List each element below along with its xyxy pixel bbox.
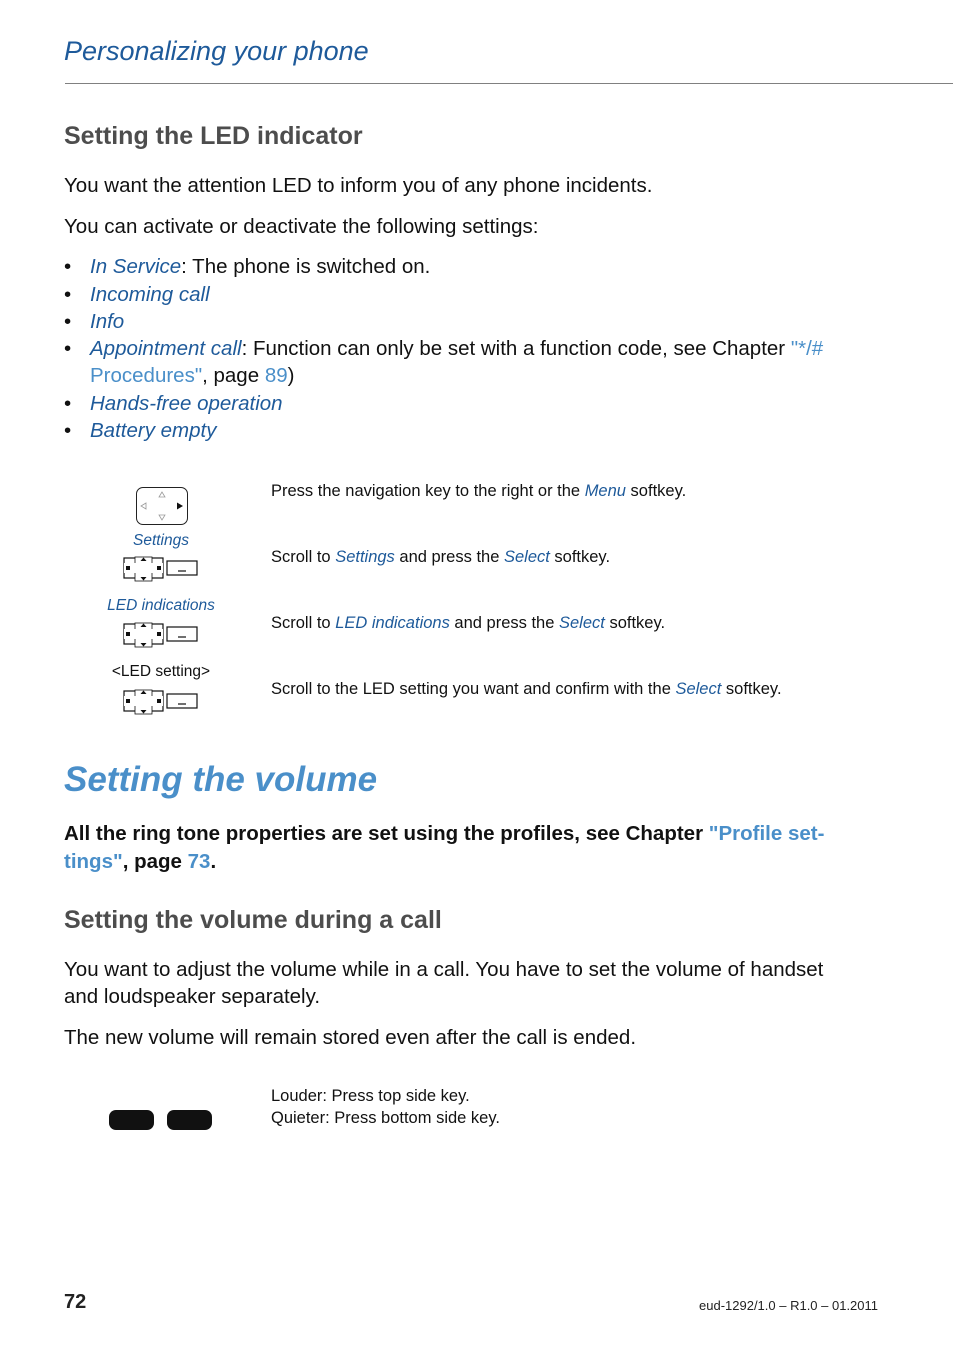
list-item <box>64 281 864 308</box>
chapter-link-procedures-cont[interactable]: Procedures" <box>90 364 203 387</box>
note-text: All the ring tone properties are set using the profiles, see Chapter <box>64 822 709 845</box>
step-text: Scroll to <box>271 614 336 632</box>
volume-para-2: The new volume will remain stored even after the call is ended. <box>64 1026 637 1049</box>
term-in-service: In Service <box>90 255 182 278</box>
led-intro-1: You want the attention LED to inform you of any phone incidents. <box>64 174 653 197</box>
step-label-led-setting: <LED setting> <box>111 663 211 680</box>
step-text: Scroll to the LED setting you want and confirm with the <box>271 680 676 698</box>
note-text: . <box>210 850 217 873</box>
document-reference: eud-1292/1.0 – R1.0 – 01.2011 <box>699 1298 879 1313</box>
list-item <box>64 390 864 417</box>
list-item <box>64 335 864 389</box>
list-item-text: ) <box>287 364 295 387</box>
term-settings: Settings <box>335 548 395 566</box>
running-header: Personalizing your phone <box>64 36 369 66</box>
section-title: Setting the volume <box>64 760 378 799</box>
step-text: Press the navigation key to the right or the <box>271 482 585 500</box>
term-info: Info <box>90 310 125 333</box>
note-text: , page <box>122 850 188 873</box>
side-keys-icon <box>108 1109 214 1131</box>
header-rule <box>65 83 953 84</box>
volume-para-1-line-2: and loudspeaker separately. <box>64 985 321 1008</box>
term-led-indications: LED indications <box>335 614 450 632</box>
term-menu: Menu <box>584 482 626 500</box>
step-label-settings: Settings <box>132 532 189 549</box>
bottom-side-key-icon <box>167 1110 212 1130</box>
page-link-73[interactable]: 73 <box>187 850 211 873</box>
term-incoming-call: Incoming call <box>90 283 210 306</box>
step-menu-text <box>271 482 686 501</box>
step-text: Scroll to <box>271 548 336 566</box>
led-settings-list <box>64 253 864 444</box>
page-link-89[interactable]: 89 <box>264 364 288 387</box>
term-appointment-call: Appointment call <box>90 337 242 360</box>
step-led-indications-text <box>271 614 665 633</box>
step-text: softkey. <box>721 680 782 698</box>
term-select: Select <box>675 680 722 698</box>
chapter-link-profile-settings-cont[interactable]: tings" <box>64 850 123 873</box>
keypad-softkey-icon <box>123 622 199 646</box>
navigation-key-arrows <box>137 488 187 524</box>
step-text: and press the <box>394 548 504 566</box>
navigation-key-icon <box>136 487 188 525</box>
volume-para-1-line-1: You want to adjust the volume while in a call. You have to set the volume of handset <box>64 958 824 981</box>
list-item-text: : The phone is switched on. <box>181 255 431 278</box>
step-louder-text: Louder: Press top side key. <box>271 1087 470 1105</box>
list-item <box>64 308 864 335</box>
list-item <box>64 417 864 444</box>
term-battery-empty: Battery empty <box>90 419 217 442</box>
step-text: softkey. <box>549 548 611 566</box>
term-select: Select <box>503 548 550 566</box>
list-item <box>64 253 864 280</box>
step-text: and press the <box>449 614 559 632</box>
top-side-key-icon <box>109 1110 154 1130</box>
keypad-softkey-icon <box>123 689 199 713</box>
step-text: softkey. <box>604 614 666 632</box>
profiles-note <box>64 820 884 876</box>
chapter-link-profile-settings[interactable]: "Profile set- <box>708 822 825 845</box>
term-select: Select <box>559 614 605 632</box>
chapter-link-procedures[interactable]: "*/# <box>790 337 824 360</box>
step-label-led-indications: LED indications <box>107 597 215 614</box>
keypad-softkey-icon <box>123 556 199 580</box>
led-intro-2: You can activate or deactivate the following settings: <box>64 215 539 238</box>
volume-call-heading: Setting the volume during a call <box>64 906 442 934</box>
step-quieter-text: Quieter: Press bottom side key. <box>271 1109 500 1127</box>
step-text: softkey. <box>625 482 687 500</box>
term-hands-free: Hands-free operation <box>90 392 283 415</box>
page-number: 72 <box>64 1291 87 1313</box>
list-item-text: , page <box>202 364 265 387</box>
step-settings-text <box>271 548 610 567</box>
step-led-setting-text <box>271 680 782 699</box>
list-item-text: : Function can only be set with a function code, see Chapter <box>241 337 791 360</box>
led-heading: Setting the LED indicator <box>64 122 363 150</box>
